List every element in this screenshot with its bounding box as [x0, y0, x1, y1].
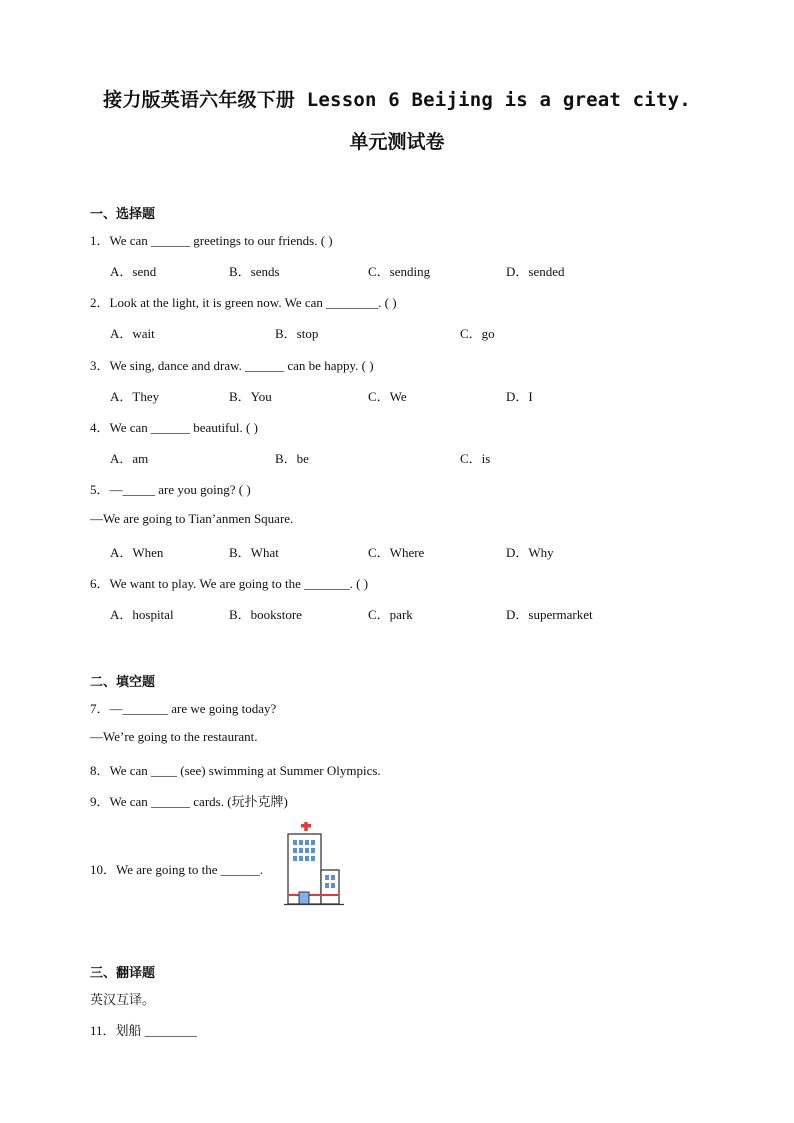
q2-option-a: A．wait: [110, 326, 155, 341]
question-3: 3．We sing, dance and draw. ______ can be happy. ( ): [90, 358, 374, 373]
title-english: Lesson 6 Beijing is a great city.: [295, 89, 691, 111]
q1-option-d: D．sended: [506, 264, 565, 279]
q3-option-c: C．We: [368, 389, 407, 404]
q4-option-a: A．am: [110, 451, 149, 466]
question-7-answer-line: —We’re going to the restaurant.: [90, 729, 258, 744]
q5-option-d: D．Why: [506, 545, 554, 560]
q1-option-a: A．send: [110, 264, 157, 279]
question-7: 7．—_______ are we going today?: [90, 701, 277, 716]
q3-option-a: A．They: [110, 389, 160, 404]
q6-option-b: B．bookstore: [229, 607, 302, 622]
section-choice-heading: 一、选择题: [90, 207, 156, 222]
question-10: 10．We are going to the ______.: [90, 862, 263, 877]
page-subtitle: 单元测试卷: [349, 131, 445, 153]
question-5: 5．—_____ are you going? ( ): [90, 482, 251, 497]
translate-instruction: 英汉互译。: [90, 993, 156, 1008]
q6-option-c: C．park: [368, 607, 413, 622]
question-8: 8．We can ____ (see) swimming at Summer Olympics.: [90, 763, 381, 778]
q1-option-b: B．sends: [229, 264, 280, 279]
q1-option-c: C．sending: [368, 264, 431, 279]
question-1: 1．We can ______ greetings to our friends. ( ): [90, 233, 333, 248]
q6-option-d: D．supermarket: [506, 607, 593, 622]
question-5-answer-line: —We are going to Tian’anmen Square.: [90, 511, 294, 526]
q4-option-c: C．is: [460, 451, 491, 466]
q5-option-a: A．When: [110, 545, 164, 560]
q2-option-b: B．stop: [275, 326, 319, 341]
q5-option-b: B．What: [229, 545, 279, 560]
section-translate-heading: 三、翻译题: [90, 966, 156, 981]
q2-option-c: C．go: [460, 326, 495, 341]
hospital-icon: [284, 822, 344, 908]
q6-option-a: A．hospital: [110, 607, 174, 622]
title-prefix: 接力版英语六年级下册: [103, 89, 296, 111]
question-6: 6．We want to play. We are going to the _______. ( ): [90, 576, 369, 591]
question-2: 2．Look at the light, it is green now. We can ________. ( ): [90, 295, 397, 310]
question-11: 11．划船 ________: [90, 1023, 197, 1038]
question-9: 9．We can ______ cards. (玩扑克牌): [90, 794, 288, 809]
q3-option-b: B．You: [229, 389, 272, 404]
q4-option-b: B．be: [275, 451, 309, 466]
question-4: 4．We can ______ beautiful. ( ): [90, 420, 258, 435]
q3-option-d: D．I: [506, 389, 533, 404]
section-fill-heading: 二、填空题: [90, 675, 156, 690]
page-title: [0, 85, 794, 112]
q5-option-c: C．Where: [368, 545, 425, 560]
